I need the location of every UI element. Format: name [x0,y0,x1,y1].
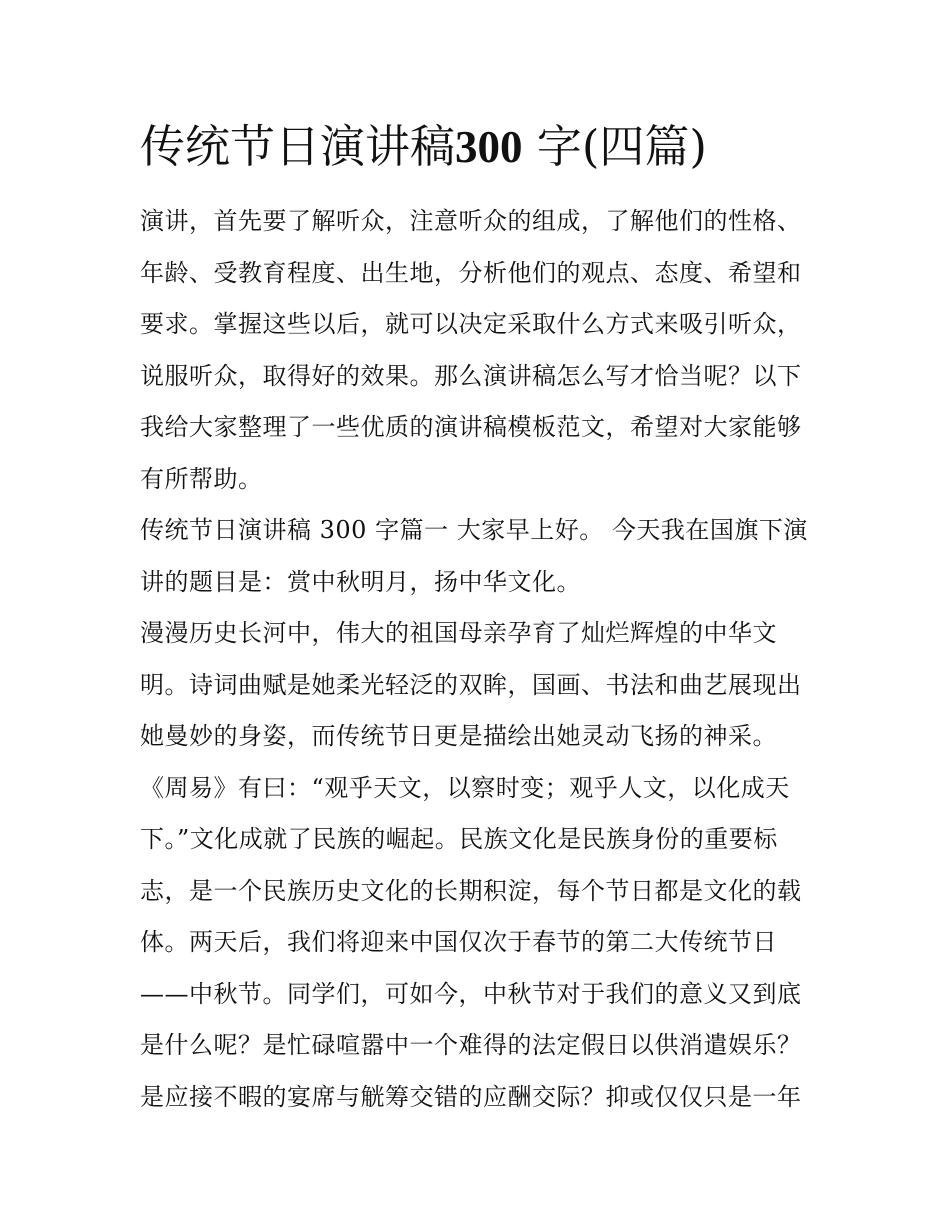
text-line: 讲的题目是：赏中秋明月，扬中华文化。 [140,567,581,596]
title-main: 传统节日演讲稿 [140,120,456,173]
text-line: 传统节日演讲稿 300 字篇一 大家早上好。 今天我在国旗下演 [140,516,808,544]
text-line: 下。”文化成就了民族的崛起。民族文化是民族身份的重要标 [140,825,778,853]
text-line: 漫漫历史长河中，伟大的祖国母亲孕育了灿烂辉煌的中华文 [140,619,777,647]
title-tail: 字(四篇) [522,120,707,173]
text-line: 我给大家整理了一些优质的演讲稿模板范文，希望对大家能够 [140,413,802,441]
title-number: 300 [455,122,523,172]
text-line: 说服听众，取得好的效果。那么演讲稿怎么写才恰当呢？以下 [140,361,802,390]
text-line: 志，是一个民族历史文化的长期积淀，每个节日都是文化的载 [140,876,802,905]
text-line: 有所帮助。 [140,464,263,493]
text-line: 演讲，首先要了解听众，注意听众的组成，了解他们的性格、 [140,207,802,235]
text-line: 《周易》有曰：“观乎天文，以察时变；观乎人文，以化成天 [140,773,790,802]
body-text [140,196,820,1123]
page-title [140,117,707,177]
text-line: 是应接不暇的宴席与觥筹交错的应酬交际？抑或仅仅只是一年 [140,1082,802,1111]
text-line: 明。诗词曲赋是她柔光轻泛的双眸，国画、书法和曲艺展现出 [140,670,802,699]
text-line: ——中秋节。同学们，可如今，中秋节对于我们的意义又到底 [140,979,802,1008]
text-line: 她曼妙的身姿，而传统节日更是描绘出她灵动飞扬的神采。 [140,722,777,750]
text-line: 体。两天后，我们将迎来中国仅次于春节的第二大传统节日 [140,928,777,956]
text-line: 是什么呢？是忙碌喧嚣中一个难得的法定假日以供消遣娱乐？ [140,1031,802,1059]
text-line: 要求。掌握这些以后，就可以决定采取什么方式来吸引听众， [140,310,802,338]
text-line: 年龄、受教育程度、出生地，分析他们的观点、态度、希望和 [140,258,802,287]
